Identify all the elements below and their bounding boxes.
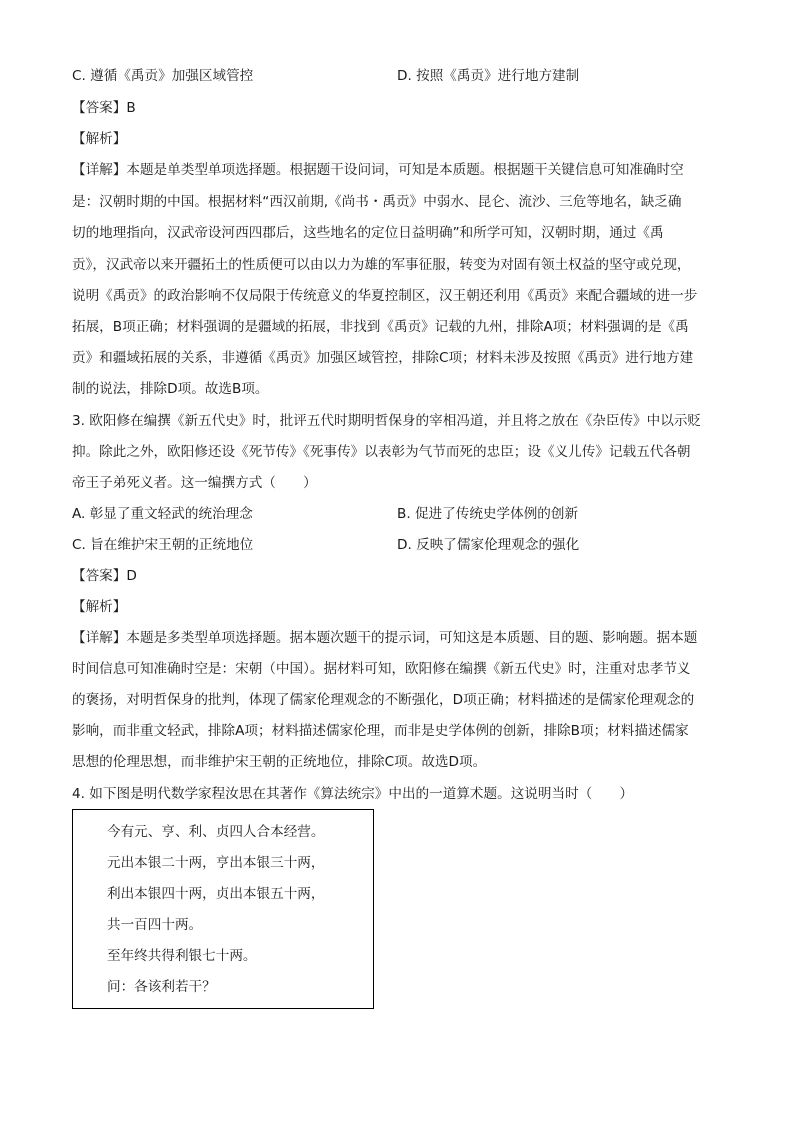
q2-detail-line: [72, 160, 724, 180]
q3-detail-line: 思想的伦理思想，而非维护宋王朝的正统地位，排除C项。故选D项。: [72, 754, 487, 770]
q3-detail-line: 影响，而非重文轻武，排除A项；材料描述儒家伦理，而非是史学体例的创新，排除B项；材料描述儒家: [72, 723, 689, 739]
q3-answer-tag: 【答案】: [72, 568, 127, 584]
q2-detail-tag: 【详解】: [72, 162, 127, 178]
q3-stem-line: 抑。除此之外，欧阳修还设《死节传》《死事传》以表彰为气节而死的忠臣；设《义儿传》记载五代各朝: [72, 444, 691, 460]
q3-analysis-tag: 【解析】: [72, 599, 127, 615]
q4-box-line: 至年终共得利银七十两。: [107, 948, 257, 964]
q3-answer-value: D: [126, 568, 137, 584]
q2-answer-line: [72, 98, 724, 118]
q2-detail-line: 是：汉朝时期的中国。根据材料“西汉前期,《尚书・禹贡》中弱水、昆仑、流沙、三危等地名，缺乏确: [72, 194, 682, 210]
q2-detail-line: 贡》和疆域拓展的关系，非遵循《禹贡》加强区域管控，排除C项；材料未涉及按照《禹贡》进行地方建: [72, 350, 694, 366]
q2-detail-line: 贡》，汉武帝以来开疆拓土的性质便可以由以力为雄的军事征服，转变为对固有领土权益的坚守或兑现，: [72, 257, 691, 273]
q3-option-a: A. 彰显了重文轻武的统治理念: [72, 506, 253, 522]
q3-detail-text: 本题是多类型单项选择题。据本题次题干的提示词，可知这是本质题、目的题、影响题。据本题: [126, 630, 698, 646]
q2-option-c: C. 遵循《禹贡》加强区域管控: [72, 68, 254, 84]
q2-detail-line: 说明《禹贡》的政治影响不仅局限于传统意义的华夏控制区，汉王朝还利用《禹贡》来配合疆域的进一步: [72, 288, 698, 304]
q2-detail-text: 本题是单类型单项选择题。根据题干设问词，可知是本质题。根据题干关键信息可知准确时空: [126, 162, 684, 178]
q2-analysis-tag: 【解析】: [72, 131, 127, 147]
q3-stem-line: 帝王子弟死义者。这一编撰方式（ ）: [72, 475, 317, 491]
q3-option-b: B. 促进了传统史学体例的创新: [397, 506, 579, 522]
q3-option-d: D. 反映了儒家伦理观念的强化: [397, 537, 580, 553]
q3-detail-line: 的褒扬，对明哲保身的批判，体现了儒家伦理观念的不断强化，D项正确；材料描述的是儒家伦理观念的: [72, 692, 695, 708]
q4-box-line: 问：各该利若干？: [107, 979, 216, 995]
q3-option-c: C. 旨在维护宋王朝的正统地位: [72, 537, 254, 553]
q2-detail-line: 制的说法，排除D项。故选B项。: [72, 381, 269, 397]
q3-detail-line: 时间信息可知准确时空是：宋朝（中国）。据材料可知，欧阳修在编撰《新五代史》时，注重对忠孝节义: [72, 661, 691, 677]
q2-answer-tag: 【答案】: [72, 100, 127, 116]
q4-box-line: 共一百四十两。: [107, 917, 203, 933]
q2-detail-line: 切的地理指向，汉武帝设河西四郡后，这些地名的定位日益明确”和所学可知，汉朝时期，通过《禹: [72, 225, 664, 241]
q2-detail-line: 拓展，B项正确；材料强调的是疆域的拓展，非找到《禹贡》记载的九州，排除A项；材料强调的是《禹: [72, 319, 689, 335]
q3-stem-line: 3. 欧阳修在编撰《新五代史》时，批评五代时期明哲保身的宰相冯道，并且将之放在《杂臣传》中以示贬: [72, 413, 702, 429]
q3-answer-line: [72, 566, 724, 586]
q4-box-line: 元出本银二十两，亨出本银三十两，: [107, 855, 325, 871]
q4-stem: 4. 如下图是明代数学家程汝思在其著作《算法统宗》中出的一道算术题。这说明当时（ ）: [72, 786, 634, 802]
q2-option-d: D. 按照《禹贡》进行地方建制: [397, 68, 580, 84]
q3-detail-tag: 【详解】: [72, 630, 127, 646]
q4-material-box: [72, 809, 374, 1009]
q4-box-line: 今有元、亨、利、贞四人合本经营。: [107, 824, 325, 840]
q4-box-line: 利出本银四十两，贞出本银五十两，: [107, 886, 325, 902]
q3-detail-line: [72, 628, 724, 648]
q2-answer-value: B: [126, 100, 136, 116]
